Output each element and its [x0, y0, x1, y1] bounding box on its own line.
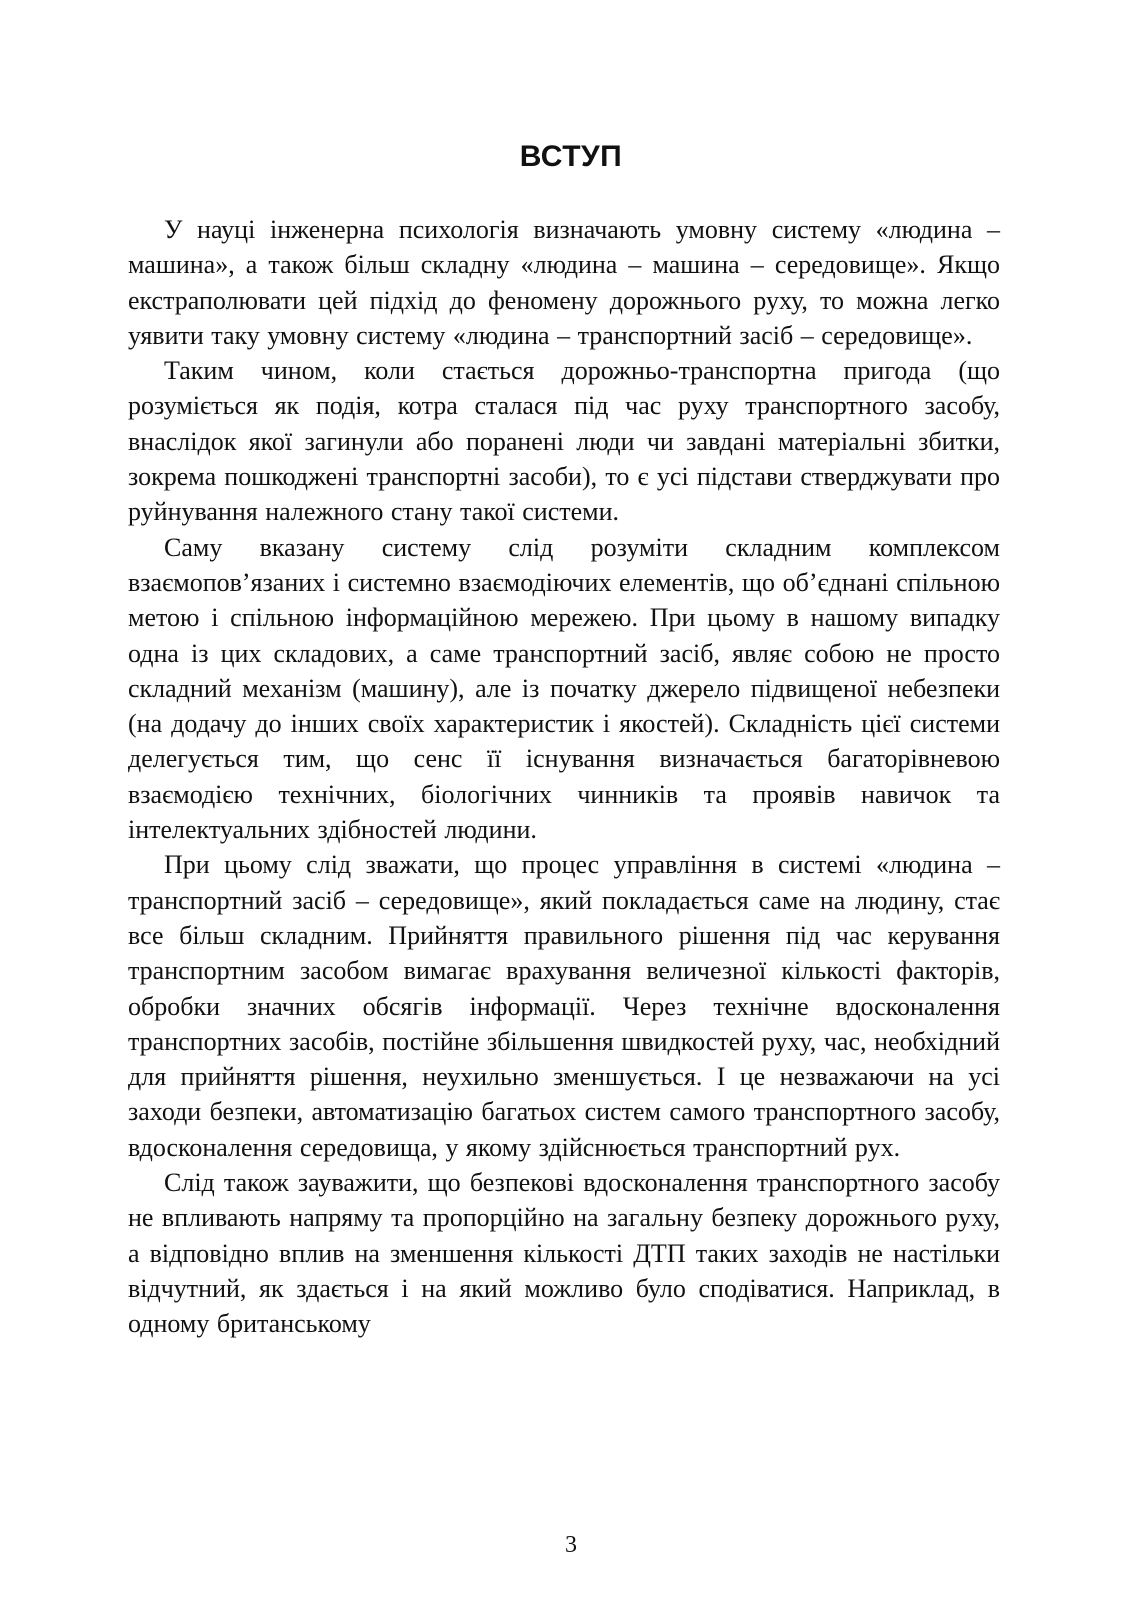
paragraph-3: Саму вказану систему слід розуміти складним комплексом взаємопов’язаних і системно взаємодіючих елементів, що об’єднані спільною метою і спільною інформаційною мережею. При цьому в нашому випадку одна із цих складових, а саме транспортний засіб, являє собою не просто складний механізм (машину), але із початку джерело підвищеної небезпеки (на додачу до інших своїх характеристик і якостей). Складність цієї системи делегується тим, що сенс її існування визначається багаторівневою взаємодією технічних, біологічних чинників та проявів навичок та інтелектуальних здібностей людини. [128, 532, 1000, 845]
page-number: 3 [565, 1532, 577, 1558]
page-title: ВСТУП [519, 140, 623, 173]
paragraph-1: У науці інженерна психологія визначають умовну систему «людина – машина», а також більш складну «людина – машина – середовище». Якщо екстраполювати цей підхід до феномену дорожнього руху, то можна легко уявити таку умовну систему «людина – транспортний засіб – середовище». [128, 215, 1000, 350]
body-text [128, 212, 1000, 1342]
paragraph-2: Таким чином, коли стається дорожньо-транспортна пригода (що розуміється як подія, котра сталася під час руху транспортного засобу, внаслідок якої загинули або поранені люди чи завдані матеріальні збитки, зокрема пошкоджені транспортні засоби), то є усі підстави стверджувати про руйнування належного стану такої системи. [128, 356, 1000, 527]
paragraph-5: Слід також зауважити, що безпекові вдосконалення транспортного засобу не впливають напряму та пропорційно на загальну безпеку дорожнього руху, а відповідно вплив на зменшення кількості ДТП таких заходів не настільки відчутний, як здається і на який можливо було сподіватися. Наприклад, в одному британському [128, 1168, 1000, 1339]
paragraph-4: При цьому слід зважати, що процес управління в системі «людина – транспортний засіб – середовище», який покладається саме на людину, стає все більш складним. Прийняття правильного рішення під час керування транспортним засобом вимагає врахування величезної кількості факторів, обробки значних обсягів інформації. Через технічне вдосконалення транспортних засобів, постійне збільшення швидкостей руху, час, необхідний для прийняття рішення, неухильно зменшується. І це незважаючи на усі заходи безпеки, автоматизацію багатьох систем самого транспортного засобу, вдосконалення середовища, у якому здійснюється транспортний рух. [128, 850, 1000, 1162]
